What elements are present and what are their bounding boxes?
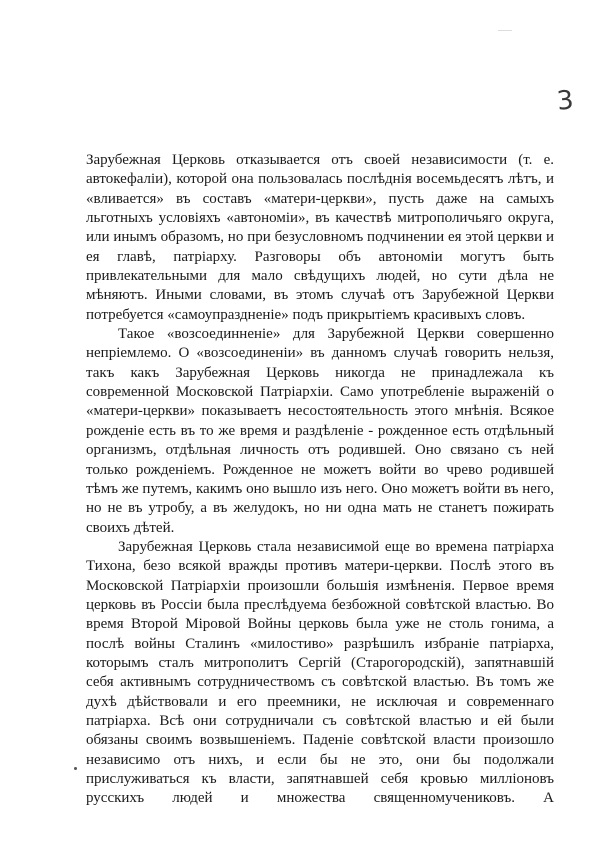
- document-body: [86, 151, 554, 809]
- page-number: 3: [555, 85, 576, 117]
- paragraph-3: Зарубежная Церковь стала независимой еще во времена патрiарха Тихона, безо всякой вражды противъ матери-церкви. Послѣ этого въ Московской Патрiархiи произошли большiя измѣненiя. Первое время церковь въ Россiи была преслѣдуема безбожной совѣтской властью. Во время Второй Мiровой Войны церковь была уже не столь гонима, а послѣ войны Сталинъ «милостиво» разрѣшилъ избранiе патрiарха, которымъ сталъ митрополитъ Сергiй (Старогородскiй), запятнавшiй себя активнымъ сотрудничествомъ съ совѣтской властью. Въ томъ же духѣ дѣйствовали и его преемники, не исключая и современнаго патрiарха. Всѣ они сотрудничали съ совѣтской властью и ей были обязаны своимъ возвышенiемъ. Паденiе совѣтской власти произошло независимо отъ нихъ, и если бы не это, они бы подолжали прислуживаться къ власти, запятнавшей себя кровью миллiоновъ русскихъ людей и множества священномучениковъ. А: [86, 538, 554, 807]
- faint-mark: [498, 30, 512, 37]
- ink-speck: [74, 767, 77, 770]
- paragraph-1: Зарубежная Церковь отказывается отъ своей независимости (т. е. автокефалiи), которой она пользовалась послѣднiя восемьдесятъ лѣтъ, и «вливается» въ составъ «матери-церкви», пусть даже на самыхъ льготныхъ условiяхъ «автономiи», въ качествѣ митрополичьяго округа, или инымъ образомъ, но при безусловномъ подчинении ея этой церкви и ея главѣ, патрiарху. Разговоры объ автономiи могутъ быть привлекательными для мало свѣдущихъ людей, но сути дѣла не мѣняютъ. Иными словами, въ этомъ случаѣ отъ Зарубежной Церкви потребуется «самоупраздненiе» подъ прикрытiемъ красивыхъ словъ.: [86, 152, 554, 323]
- paragraph-2: Такое «возсоединненiе» для Зарубежной Церкви совершенно непрiемлемо. О «возсоединенiи» въ данномъ случаѣ говорить нельзя, такъ какъ Зарубежная Церковь никогда не принадлежала къ современной Московской Патрiархiи. Само употребленiе выраженiй о «матери-церкви» показываетъ несостоятельность этого мнѣнiя. Всякое рожденiе есть въ то же время и раздѣленiе - рожденное есть отдѣльный организмъ, отдѣльная личность отъ родившей. Оно связано съ ней только рожденiемъ. Рожденное не можетъ войти во чрево родившей тѣмъ же путемъ, какимъ оно вышло изъ него. Оно можетъ войти въ него, но не въ утробу, а въ желудокъ, но ни одна мать не станетъ пожирать своихъ дѣтей.: [86, 326, 554, 536]
